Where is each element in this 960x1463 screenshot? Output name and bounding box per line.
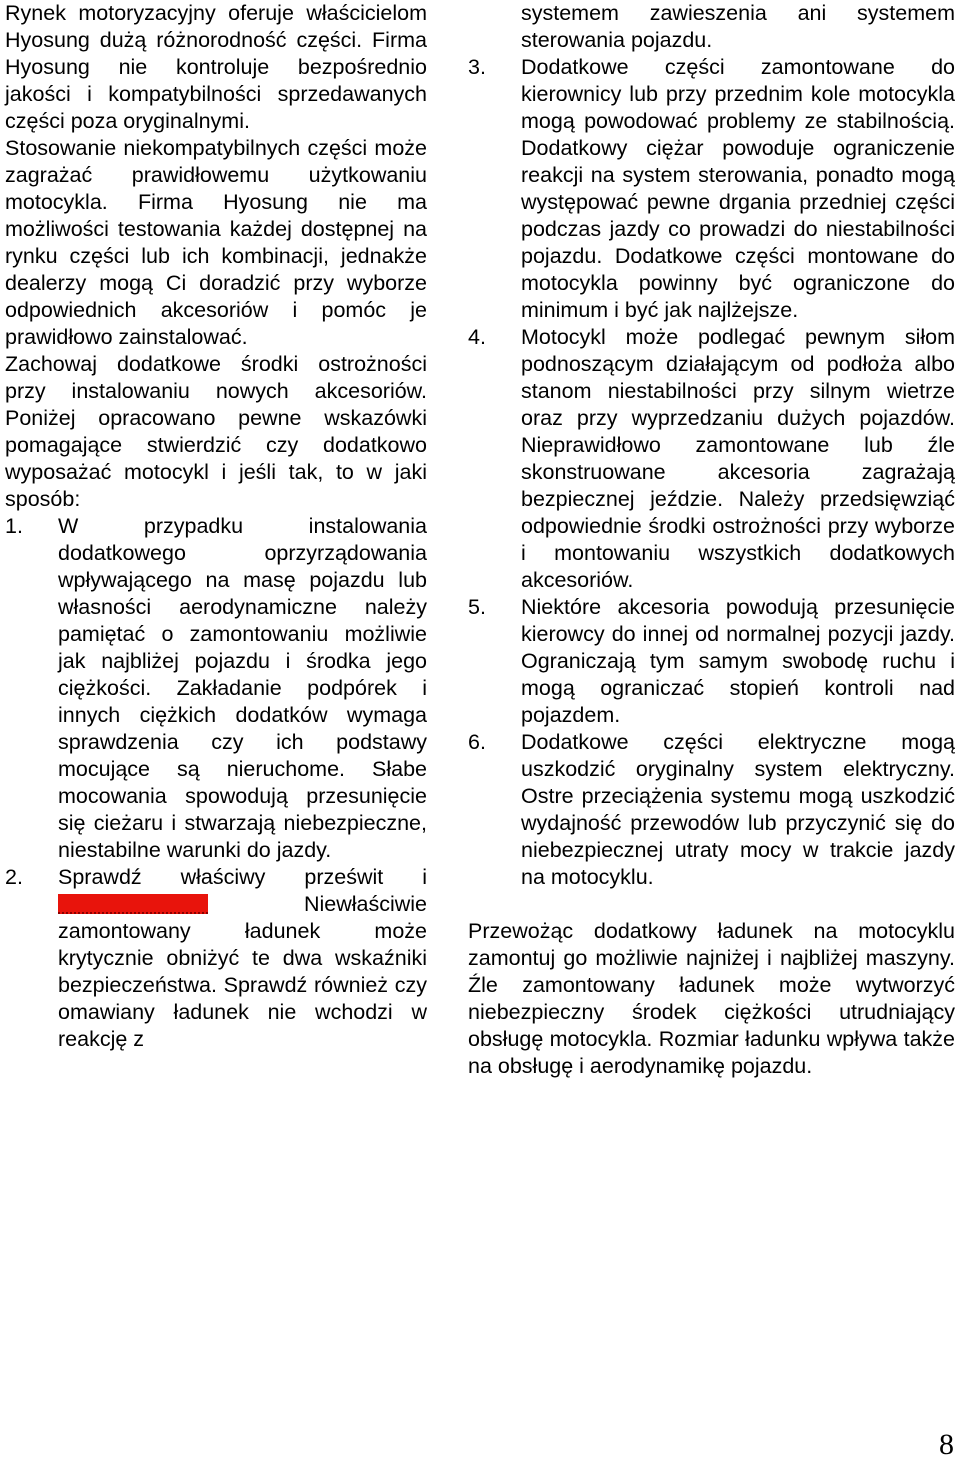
redaction-mark [58,894,208,914]
list-item-5 [468,594,955,729]
list-item-text: Dodatkowe części zamontowane do kierownicy lub przy przednim kole motocykla mogą powodować problemy ze stabilnością. Dodatkowy ciężar powoduje ograniczenie reakcji na system sterowania, ponadto mogą występować pewne drgania przedniej części podczas jazdy co prowadzi do niestabilności pojazdu. Dodatkowe części montowane do motocykla powinny być ograniczone do minimum i być jak najlżejsze. [521,55,955,322]
list-item-text: Dodatkowe części elektryczne mogą uszkodzić oryginalny system elektryczny. Ostre przeciążenia systemu mogą uszkodzić wydajność przewodów lub przyczynić się do niebezpiecznej utraty mocy w trakcie jazdy na motocyklu. [521,730,955,889]
list-item-text [58,864,427,1053]
list-item-2-continued [468,0,955,54]
list-item-number: 5. [468,595,486,619]
intro-paragraph-1: Rynek motoryzacyjny oferuje właścicielom Hyosung dużą różnorodność części. Firma Hyosung nie kontroluje bezpośrednio jakości i kompatybilności sprzedawanych części poza oryginalnymi. [5,1,427,133]
list-item-3 [468,54,955,324]
list-item-2 [5,864,427,1053]
list-item-text: Motocykl może podlegać pewnym siłom podnoszącym działającym od podłoża albo stanom niestabilności przy silnym wietrze oraz przy wyprzedzaniu dużych pojazdów. Nieprawidłowo zamontowane lub źle skonstruowane akcesoria zagrażają bezpiecznej jeździe. Należy przedsięwziąć odpowiednie środki ostrożności przy wyborze i montowaniu wszystkich dodatkowych akcesoriów. [521,325,955,592]
list-item-6 [468,729,955,891]
closing-paragraph: Przewożąc dodatkowy ładunek na motocyklu zamontuj go możliwie najniżej i najbliżej maszyny. Źle zamontowany ładunek może wytworzyć niebezpieczny środek ciężkości utrudniający obsługę motocykla. Rozmiar ładunku wpływa także na obsługę i aerodynamikę pojazdu. [468,919,955,1078]
paragraph-spacer [468,891,955,918]
list-item-text: Niektóre akcesoria powodują przesunięcie kierowcy do innej od normalnej pozycji jazdy. Ograniczają tym samym swobodę ruchu i mogą ograniczać stopień kontroli nad pojazdem. [521,595,955,727]
list-item-number: 3. [468,55,486,79]
list-item-number: 4. [468,325,486,349]
right-column [468,0,955,1080]
list-item-1 [5,513,427,864]
intro-paragraph-3: Zachowaj dodatkowe środki ostrożności przy instalowaniu nowych akcesoriów. Poniżej opracowano pewne wskazówki pomagające stwierdzić czy dodatkowo wyposażać motocykl i jeśli tak, to w jaki sposób: [5,352,427,511]
page-number: 8 [939,1428,954,1461]
list-item-number: 1. [5,514,23,538]
intro-paragraph-2: Stosowanie niekompatybilnych części może zagrażać prawidłowemu użytkowaniu motocykla. Firma Hyosung nie ma możliwości testowania każdej dostępnej na rynku części lub ich kombinacji, jednakże dealerzy mogą Ci doradzić przy wyborze odpowiednich akcesoriów i pomóc je prawidłowo zainstalować. [5,136,427,349]
list-item-text: W przypadku instalowania dodatkowego oprzyrządowania wpływającego na masę pojazdu lub własności aerodynamiczne należy pamiętać o zamontowaniu możliwie jak najbliżej pojazdu i środka jego ciężkości. Zakładanie podpórek i innych ciężkich dodatków wymaga sprawdzenia czy ich podstawy mocujące są nieruchome. Słabe mocowania spowodują przesunięcie się cieżaru i stwarzają niebezpieczne, niestabilne warunki do jazdy. [58,514,427,862]
list-item-number: 2. [5,865,23,889]
list-item-text: systemem zawieszenia ani systemem sterowania pojazdu. [521,1,955,52]
list-item-4 [468,324,955,594]
list-item-text-start: Sprawdź właściwy prześwit i [58,865,427,889]
left-column [5,0,427,1053]
list-item-number: 6. [468,730,486,754]
list-item-text-end: Niewłaściwie zamontowany ładunek może krytycznie obniżyć te dwa wskaźniki bezpieczeństwa. Sprawdź również czy omawiany ładunek nie wchodzi w reakcję z [58,892,427,1051]
